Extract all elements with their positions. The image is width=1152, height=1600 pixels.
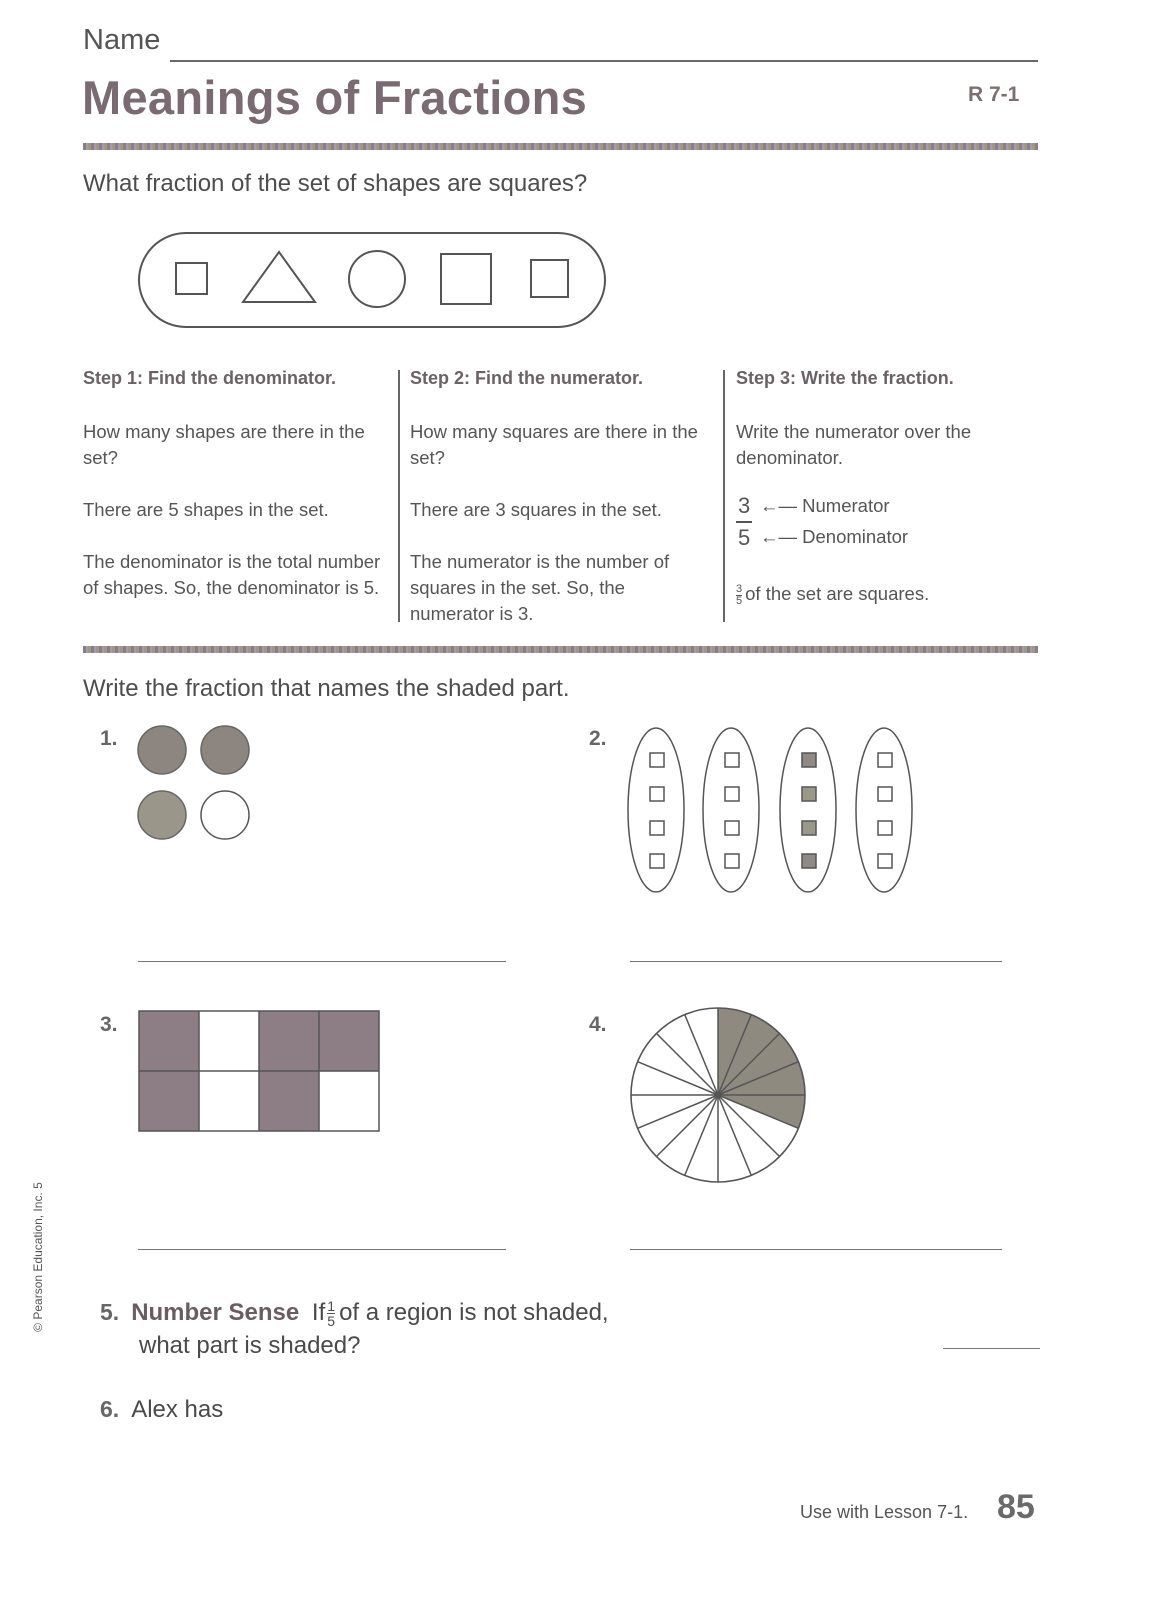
lesson-code: R 7-1: [968, 83, 1020, 106]
copyright-notice: © Pearson Education, Inc. 5: [31, 1182, 45, 1332]
q3-grid-figure: [138, 1010, 382, 1134]
number-sense-label: Number Sense: [131, 1299, 300, 1326]
q1-answer-line[interactable]: [138, 961, 506, 962]
question-number: 5.: [100, 1299, 120, 1325]
question-6: [100, 1396, 223, 1424]
question-number: 4.: [589, 1013, 607, 1036]
q6-text: Alex has: [131, 1396, 224, 1423]
name-label: Name: [83, 24, 161, 56]
q5-answer-line[interactable]: [943, 1348, 1040, 1349]
q2-answer-line[interactable]: [630, 961, 1002, 962]
q4-pie-figure: [628, 1005, 808, 1185]
step-3: [736, 365, 1036, 607]
q3-answer-line[interactable]: [138, 1249, 506, 1250]
page-number: 85: [997, 1488, 1035, 1526]
example-question: What fraction of the set of shapes are squares?: [83, 170, 588, 197]
conclusion: [736, 581, 1036, 607]
step-text: The numerator is the number of squares in the set. So, the numerator is 3.: [410, 551, 670, 624]
page-title: Meanings of Fractions: [82, 71, 588, 124]
step-text: How many squares are there in the set?: [410, 421, 698, 468]
divider-rule: [83, 646, 1038, 653]
question-5: 5. Number Sense If $\frac{1}{5}$ of a region is not shaded, what part is shaded?: [100, 1296, 609, 1362]
fraction-numerator: 3: [736, 491, 752, 523]
exercise-instruction: Write the fraction that names the shaded part.: [83, 675, 570, 702]
column-divider: [398, 370, 400, 622]
step-text: The denominator is the total number of shapes. So, the denominator is 5.: [83, 551, 381, 598]
q5-line2: what part is shaded?: [139, 1332, 361, 1359]
numerator-label: ←— Numerator: [760, 495, 890, 516]
q2-ovals-figure: [625, 726, 920, 896]
square-shape: [441, 254, 491, 304]
step-text: There are 5 shapes in the set.: [83, 499, 329, 520]
fraction-denominator: 5: [738, 525, 751, 550]
question-number: 2.: [589, 727, 607, 750]
name-input-line[interactable]: [170, 60, 1038, 62]
question-number: 6.: [100, 1396, 120, 1422]
step-heading: Step 1: Find the denominator.: [83, 368, 337, 388]
triangle-shape: [243, 252, 315, 302]
divider-rule: [83, 143, 1038, 150]
lesson-reference: Use with Lesson 7-1.: [800, 1502, 969, 1522]
step-heading: Step 3: Write the fraction.: [736, 368, 954, 388]
step-text: Write the numerator over the denominator.: [736, 421, 972, 468]
conclusion-text: of the set are squares.: [745, 583, 930, 604]
denominator-label: ←— Denominator: [760, 526, 909, 547]
q1-circles-figure: [136, 722, 256, 844]
fraction-diagram: [736, 493, 1036, 553]
step-2: [410, 365, 710, 653]
step-text: How many shapes are there in the set?: [83, 421, 365, 468]
question-number: 3.: [100, 1013, 118, 1036]
step-1: [83, 365, 383, 627]
question-number: 1.: [100, 727, 118, 750]
inline-fraction: $\frac{1}{5}$: [327, 1298, 336, 1330]
conclusion-fraction: $\frac{3}{5}$: [736, 582, 743, 607]
square-shape: [531, 260, 568, 297]
square-shape: [176, 263, 207, 294]
step-text: There are 3 squares in the set.: [410, 499, 662, 520]
column-divider: [723, 370, 725, 622]
shape-set: [138, 232, 606, 328]
q4-answer-line[interactable]: [630, 1249, 1002, 1250]
circle-shape: [349, 251, 405, 307]
step-heading: Step 2: Find the numerator.: [410, 368, 644, 388]
